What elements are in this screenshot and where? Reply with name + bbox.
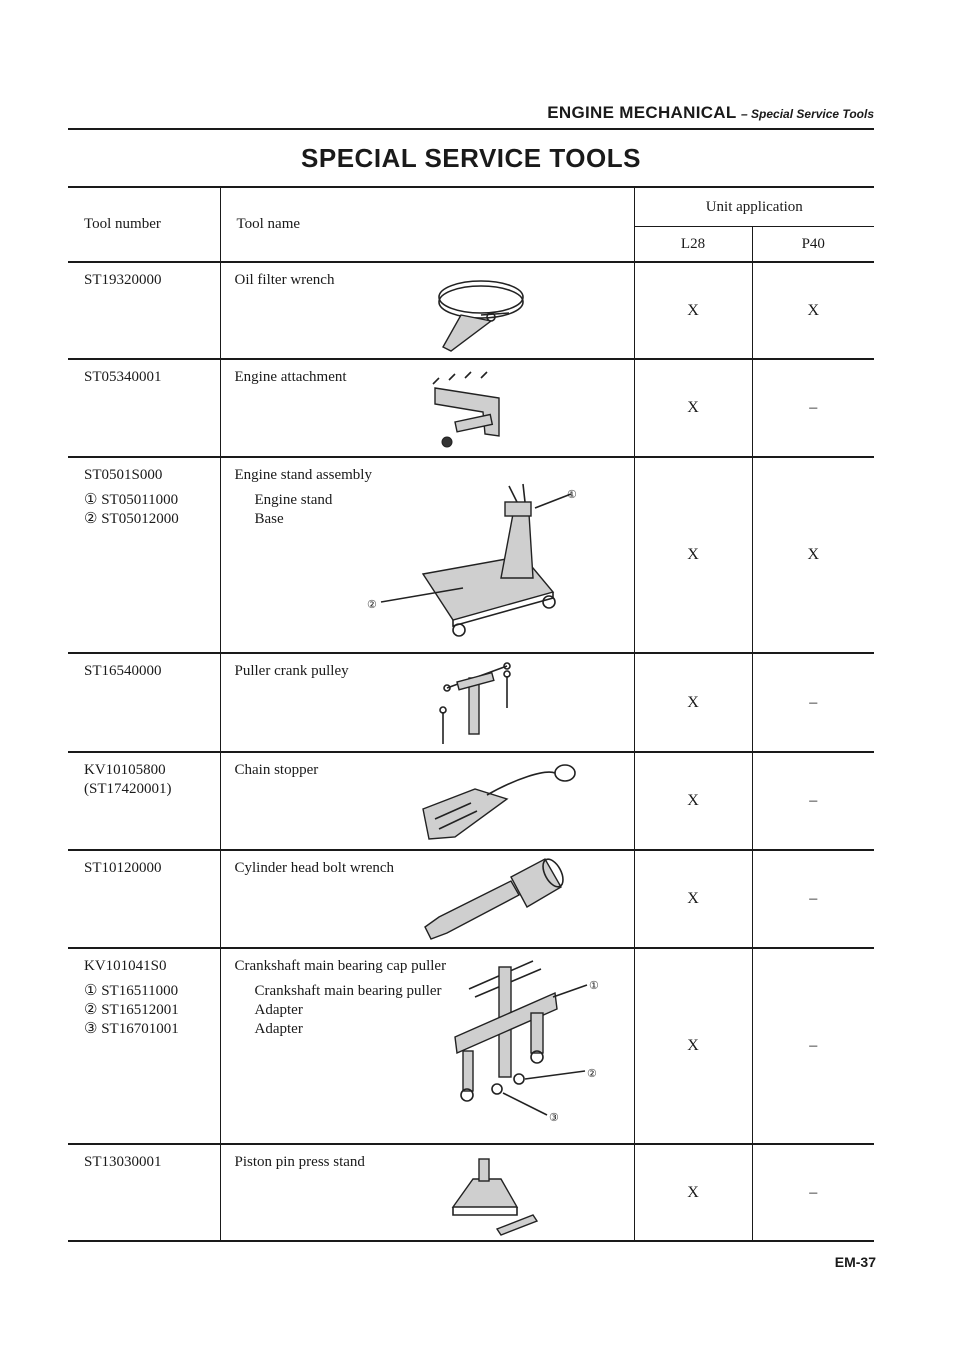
tool-number-sub: ② ST05012000 (84, 511, 179, 527)
callout-1: ① (566, 489, 577, 501)
callout-2: ② (366, 599, 377, 611)
tool-name: Cylinder head bolt wrench (234, 860, 395, 876)
tool-number-cell (68, 850, 220, 948)
l28-cell: X (634, 457, 752, 653)
l28-cell: X (634, 359, 752, 457)
l28-cell: X (634, 262, 752, 359)
sub-item-name: Engine stand (254, 492, 333, 508)
l28-cell: X (634, 850, 752, 948)
p40-cell: – (752, 653, 874, 752)
p40-cell: X (752, 457, 874, 653)
chain-stopper-icon (415, 759, 585, 847)
tool-name: Puller crank pulley (234, 663, 349, 679)
l28-cell: X (634, 1144, 752, 1241)
tool-name: Engine stand assembly (234, 467, 372, 483)
header-tool-number: Tool number (68, 187, 220, 262)
l28-cell: X (634, 752, 752, 850)
header-p40: P40 (752, 227, 874, 263)
tool-number: ST19320000 (84, 272, 162, 288)
page-title: SPECIAL SERVICE TOOLS (301, 143, 641, 173)
p40-cell: – (752, 1144, 874, 1241)
p40-cell: – (752, 359, 874, 457)
bearing-cap-puller-icon (445, 953, 621, 1139)
sub-item-name: Base (254, 511, 284, 527)
tool-name-cell (220, 948, 634, 1144)
callout-3: ③ (548, 1112, 559, 1124)
tool-number-cell (68, 653, 220, 752)
tool-number: ST16540000 (84, 663, 162, 679)
puller-crank-pulley-icon (437, 658, 527, 750)
engine-stand-icon (353, 474, 577, 644)
tool-number: ST10120000 (84, 860, 162, 876)
l28-cell: X (634, 948, 752, 1144)
tool-number-sub: (ST17420001) (84, 781, 172, 797)
tool-name: Chain stopper (234, 762, 319, 778)
engine-attachment-icon (425, 366, 525, 456)
tool-number-cell (68, 359, 220, 457)
p40-cell: – (752, 752, 874, 850)
callout-1: ① (588, 980, 599, 992)
tool-number: KV10105800 (84, 762, 166, 778)
tool-number-cell (68, 948, 220, 1144)
tool-name: Oil filter wrench (234, 272, 335, 288)
tool-number-sub: ① ST16511000 (84, 983, 179, 999)
table-row (68, 653, 874, 752)
tool-name-cell (220, 359, 634, 457)
header-tool-name: Tool name (220, 187, 634, 262)
table-row (68, 752, 874, 850)
tool-number-sub: ② ST16512001 (84, 1002, 179, 1018)
sub-item-name: Crankshaft main bearing puller (254, 983, 442, 999)
table-row (68, 850, 874, 948)
header-l28: L28 (634, 227, 752, 263)
table-row (68, 359, 874, 457)
tool-number-cell (68, 1144, 220, 1241)
table-row (68, 1144, 874, 1241)
section-title: ENGINE MECHANICAL (547, 103, 737, 122)
cylinder-head-bolt-wrench-icon (417, 855, 577, 945)
table-row (68, 262, 874, 359)
tool-number: ST13030001 (84, 1154, 162, 1170)
tool-name: Crankshaft main bearing cap puller (234, 958, 447, 974)
page-number: EM-37 (834, 1254, 876, 1270)
tool-number-cell (68, 262, 220, 359)
tool-number: KV101041S0 (84, 958, 167, 974)
sub-item-name: Adapter (254, 1002, 303, 1018)
tool-name-cell (220, 1144, 634, 1241)
tools-table (68, 186, 874, 1242)
p40-cell: – (752, 948, 874, 1144)
subsection-title: – Special Service Tools (741, 107, 874, 121)
tool-name: Engine attachment (234, 369, 347, 385)
tool-number-cell (68, 457, 220, 653)
header-rule (68, 128, 874, 130)
tool-name-cell (220, 850, 634, 948)
callout-2: ② (586, 1068, 597, 1080)
header-unit-application: Unit application (634, 187, 874, 227)
oil-filter-wrench-icon (421, 269, 541, 357)
tool-number-sub: ① ST05011000 (84, 492, 179, 508)
tool-name-cell (220, 262, 634, 359)
tool-number: ST05340001 (84, 369, 162, 385)
tool-name-cell (220, 653, 634, 752)
p40-cell: – (752, 850, 874, 948)
page-header (68, 103, 874, 123)
sub-item-name: Adapter (254, 1021, 303, 1037)
tool-name-cell (220, 752, 634, 850)
piston-pin-press-stand-icon (445, 1153, 555, 1239)
p40-cell: X (752, 262, 874, 359)
tool-number: ST0501S000 (84, 467, 163, 483)
table-row (68, 948, 874, 1144)
tool-name: Piston pin press stand (234, 1154, 365, 1170)
tool-number-sub: ③ ST16701001 (84, 1021, 179, 1037)
tool-name-cell (220, 457, 634, 653)
l28-cell: X (634, 653, 752, 752)
table-row (68, 457, 874, 653)
tool-number-cell (68, 752, 220, 850)
